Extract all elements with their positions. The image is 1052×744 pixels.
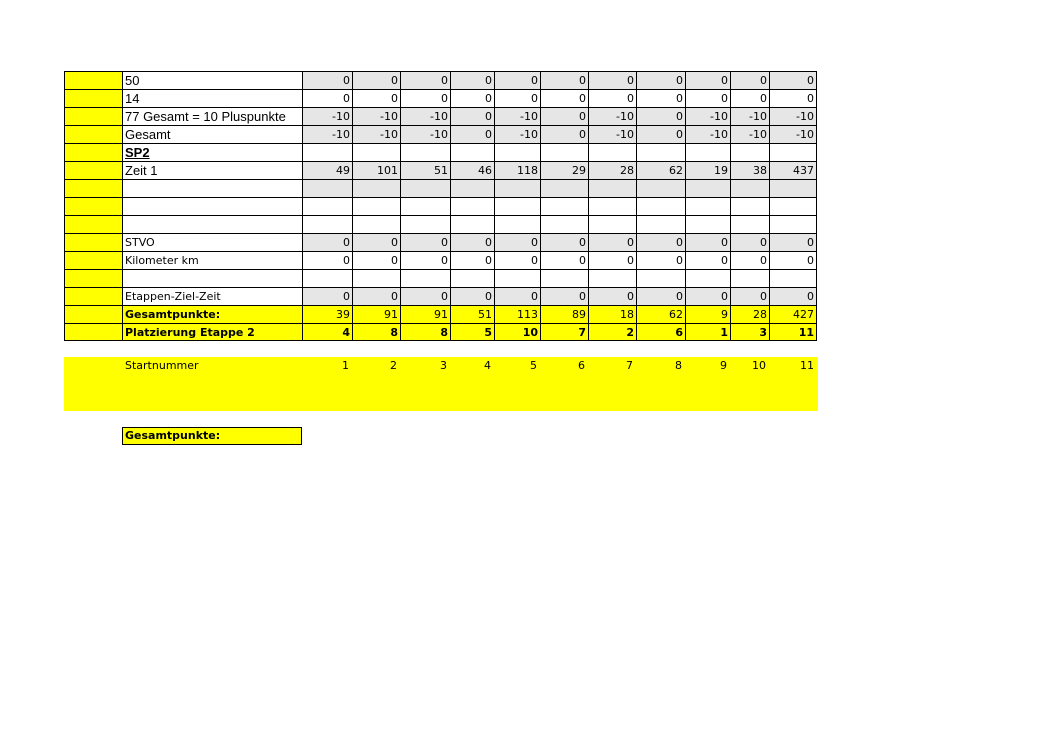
value-cell: 0 [352,287,400,305]
value-cell [769,143,817,161]
value-cell: -10 [302,107,352,125]
value-cell [685,179,730,197]
value-cell: -10 [494,125,540,143]
value-cell: 0 [540,107,588,125]
value-cell: 0 [450,89,494,107]
value-cell: 0 [450,107,494,125]
value-cell: 0 [352,71,400,89]
value-cell: 0 [400,89,450,107]
table-row [64,323,817,341]
value-cell: -10 [400,107,450,125]
value-cell: 6 [636,323,685,341]
startnummer-value: 1 [342,359,349,372]
row-label: 14 [122,89,302,107]
value-cell: -10 [730,107,769,125]
value-cell: 62 [636,305,685,323]
value-cell [588,179,636,197]
value-cell [494,197,540,215]
value-cell: 0 [636,251,685,269]
value-cell: 49 [302,161,352,179]
value-cell [450,143,494,161]
value-cell: 0 [636,125,685,143]
value-cell: 9 [685,305,730,323]
value-cell: 0 [302,251,352,269]
value-cell [769,179,817,197]
value-cell: 0 [400,287,450,305]
value-cell [400,215,450,233]
value-cell: 0 [494,233,540,251]
startnummer-value: 6 [578,359,585,372]
value-cell: 0 [588,251,636,269]
value-cell [450,215,494,233]
value-cell [352,197,400,215]
value-cell: 0 [450,125,494,143]
value-cell: 28 [588,161,636,179]
value-cell [685,197,730,215]
value-cell: 0 [636,233,685,251]
value-cell: 8 [352,323,400,341]
startnummer-value: 4 [484,359,491,372]
value-cell: 0 [769,233,817,251]
value-cell: -10 [494,107,540,125]
value-cell: 38 [730,161,769,179]
startnummer-value: 10 [752,359,766,372]
table-row [64,125,817,143]
value-cell: 0 [769,71,817,89]
value-cell: 51 [450,305,494,323]
value-cell: 427 [769,305,817,323]
row-marker-cell [64,89,122,107]
value-cell [685,215,730,233]
value-cell: 0 [302,89,352,107]
row-label: 77 Gesamt = 10 Pluspunkte [122,107,302,125]
table-row [64,107,817,125]
value-cell: 0 [685,233,730,251]
value-cell: 0 [730,89,769,107]
value-cell: -10 [352,107,400,125]
value-cell: 0 [636,89,685,107]
value-cell: 0 [400,233,450,251]
value-cell: 0 [494,287,540,305]
value-cell: 0 [494,251,540,269]
value-cell: 0 [685,89,730,107]
row-label [122,197,302,215]
value-cell [400,179,450,197]
value-cell: 0 [540,125,588,143]
value-cell [450,197,494,215]
value-cell [588,143,636,161]
value-cell: -10 [685,107,730,125]
startnummer-row [64,357,818,375]
value-cell: 0 [352,251,400,269]
value-cell: 0 [636,287,685,305]
row-marker-cell [64,305,122,323]
table-row [64,71,817,89]
value-cell [494,269,540,287]
table-row [64,269,817,287]
table-row [64,197,817,215]
row-marker-cell [64,125,122,143]
total-points-box: Gesamtpunkte: [122,427,302,445]
value-cell [352,143,400,161]
value-cell [302,179,352,197]
row-label: Platzierung Etappe 2 [122,323,302,341]
row-label: Etappen-Ziel-Zeit [122,287,302,305]
value-cell: 113 [494,305,540,323]
value-cell: 0 [494,89,540,107]
startnummer-value: 11 [800,359,814,372]
value-cell: 18 [588,305,636,323]
value-cell: -10 [730,125,769,143]
value-cell [400,269,450,287]
startnummer-block [64,357,818,411]
table-row [64,179,817,197]
value-cell: 0 [450,71,494,89]
value-cell: 0 [769,287,817,305]
value-cell: 91 [352,305,400,323]
value-cell: 0 [302,287,352,305]
row-label: STVO [122,233,302,251]
value-cell: 0 [588,287,636,305]
value-cell [588,215,636,233]
value-cell: 0 [636,71,685,89]
value-cell [540,179,588,197]
value-cell [450,179,494,197]
value-cell: -10 [302,125,352,143]
value-cell: 5 [450,323,494,341]
row-label: SP2 [122,143,302,161]
value-cell: -10 [352,125,400,143]
value-cell [730,269,769,287]
value-cell: 0 [769,251,817,269]
value-cell: 51 [400,161,450,179]
value-cell: 0 [588,89,636,107]
value-cell: 0 [685,71,730,89]
table-row [64,305,817,323]
value-cell [636,179,685,197]
value-cell [400,197,450,215]
value-cell [302,197,352,215]
row-marker-cell [64,107,122,125]
row-label: 50 [122,71,302,89]
value-cell: 0 [494,71,540,89]
value-cell: 0 [588,233,636,251]
value-cell [302,269,352,287]
value-cell: 0 [540,89,588,107]
value-cell: 0 [450,251,494,269]
value-cell: 118 [494,161,540,179]
table-row [64,233,817,251]
value-cell [730,179,769,197]
value-cell: 0 [730,233,769,251]
value-cell [636,143,685,161]
startnummer-value: 7 [626,359,633,372]
value-cell: 0 [730,251,769,269]
value-cell: 39 [302,305,352,323]
value-cell: 89 [540,305,588,323]
value-cell [302,143,352,161]
value-cell [685,143,730,161]
value-cell [450,269,494,287]
value-cell: 19 [685,161,730,179]
value-cell [540,215,588,233]
value-cell [540,269,588,287]
value-cell: 91 [400,305,450,323]
value-cell: 0 [450,233,494,251]
value-cell: 0 [540,71,588,89]
table-row [64,161,817,179]
table-row [64,215,817,233]
row-marker-cell [64,323,122,341]
value-cell [540,143,588,161]
value-cell: 0 [769,89,817,107]
value-cell: 0 [636,107,685,125]
value-cell: -10 [769,107,817,125]
value-cell [636,197,685,215]
value-cell [685,269,730,287]
value-cell: 0 [540,251,588,269]
value-cell: 7 [540,323,588,341]
score-table [64,71,817,341]
value-cell: -10 [588,125,636,143]
value-cell: 28 [730,305,769,323]
value-cell [352,215,400,233]
value-cell [588,197,636,215]
row-marker-cell [64,215,122,233]
value-cell [769,197,817,215]
value-cell: 437 [769,161,817,179]
value-cell: 3 [730,323,769,341]
value-cell: 0 [685,287,730,305]
table-row [64,143,817,161]
value-cell: 0 [730,71,769,89]
startnummer-value: 3 [440,359,447,372]
row-label [122,179,302,197]
row-label: Zeit 1 [122,161,302,179]
value-cell: 0 [302,233,352,251]
value-cell: 11 [769,323,817,341]
value-cell [494,215,540,233]
row-marker-cell [64,161,122,179]
row-marker-cell [64,197,122,215]
value-cell [302,215,352,233]
value-cell: 29 [540,161,588,179]
row-marker-cell [64,71,122,89]
value-cell: 8 [400,323,450,341]
value-cell: 1 [685,323,730,341]
value-cell [400,143,450,161]
startnummer-label: Startnummer [125,359,199,372]
value-cell: 4 [302,323,352,341]
value-cell: 0 [352,233,400,251]
value-cell [636,269,685,287]
value-cell [352,269,400,287]
value-cell [494,143,540,161]
value-cell [494,179,540,197]
value-cell [730,197,769,215]
row-label: Gesamt [122,125,302,143]
value-cell: 0 [450,287,494,305]
value-cell [769,215,817,233]
startnummer-value: 9 [720,359,727,372]
value-cell: 0 [400,251,450,269]
value-cell: 10 [494,323,540,341]
row-label [122,269,302,287]
value-cell [588,269,636,287]
value-cell: 62 [636,161,685,179]
table-row [64,251,817,269]
row-label [122,215,302,233]
value-cell: 0 [400,71,450,89]
value-cell [352,179,400,197]
value-cell [636,215,685,233]
value-cell: 0 [302,71,352,89]
row-marker-cell [64,269,122,287]
table-row [64,89,817,107]
row-marker-cell [64,287,122,305]
value-cell: 0 [540,233,588,251]
value-cell: 0 [352,89,400,107]
row-label: Kilometer km [122,251,302,269]
value-cell [730,215,769,233]
value-cell: -10 [588,107,636,125]
table-row [64,287,817,305]
value-cell [540,197,588,215]
value-cell: 0 [540,287,588,305]
row-marker-cell [64,179,122,197]
row-label: Gesamtpunkte: [122,305,302,323]
value-cell [769,269,817,287]
row-marker-cell [64,233,122,251]
value-cell: 0 [730,287,769,305]
value-cell: -10 [769,125,817,143]
startnummer-value: 2 [390,359,397,372]
value-cell [730,143,769,161]
value-cell: 101 [352,161,400,179]
row-marker-cell [64,143,122,161]
value-cell: -10 [400,125,450,143]
startnummer-value: 8 [675,359,682,372]
value-cell: 46 [450,161,494,179]
row-marker-cell [64,251,122,269]
value-cell: -10 [685,125,730,143]
value-cell: 0 [588,71,636,89]
value-cell: 2 [588,323,636,341]
value-cell: 0 [685,251,730,269]
startnummer-value: 5 [530,359,537,372]
